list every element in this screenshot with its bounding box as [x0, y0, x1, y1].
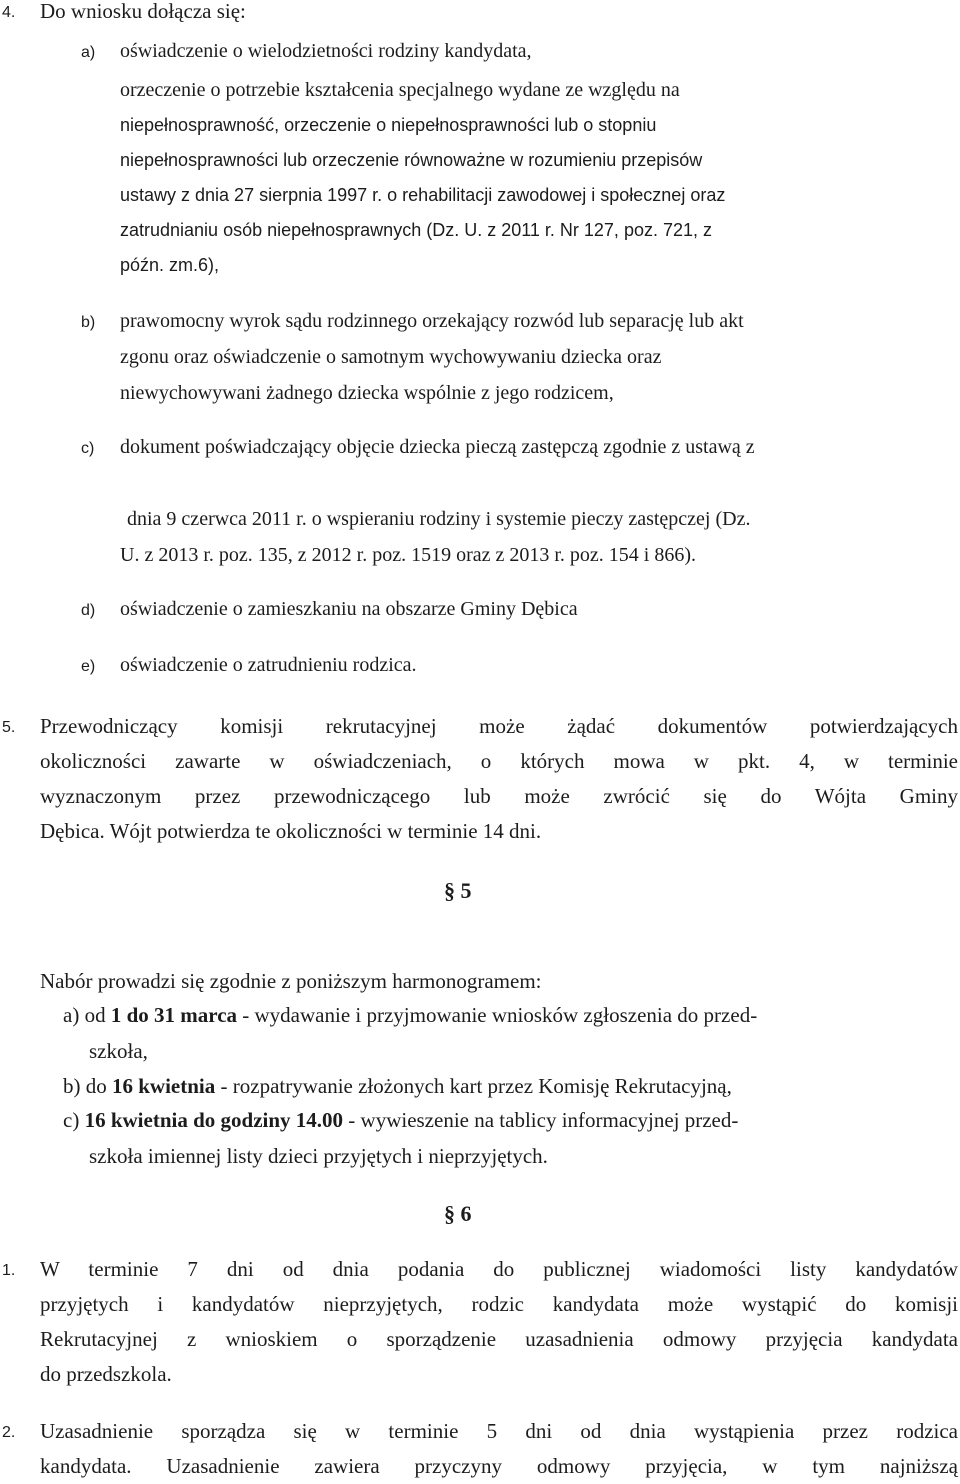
section-6-item-2-number: 2.: [2, 1424, 16, 1441]
item-5-number: 5.: [2, 719, 16, 736]
schedule-item-a-date: 1 do 31 marca: [110, 1003, 238, 1027]
section-6-item-1-line-1: W terminie 7 dni od dnia podania do publicznej wiadomości listy kandydatów: [40, 1257, 958, 1281]
item-4b-line-3: niewychowywani żadnego dziecka wspólnie z jego rodzicem,: [120, 382, 614, 404]
item-5-line-2: okoliczności zawarte w oświadczeniach, o których mowa w pkt. 4, w terminie: [40, 749, 958, 773]
section-6-item-1-line-2: przyjętych i kandydatów nieprzyjętych, rodzic kandydata może wystąpić do komisji: [40, 1292, 958, 1316]
item-4b-line-1: prawomocny wyrok sądu rodzinnego orzekający rozwód lub separację lub akt: [120, 310, 744, 332]
item-4c-line-2: dnia 9 czerwca 2011 r. o wspieraniu rodziny i systemie pieczy zastępczej (Dz.: [127, 508, 751, 530]
section-6-item-1-line-4: do przedszkola.: [40, 1362, 172, 1386]
item-4a-line-4: niepełnosprawności lub orzeczenie równoważne w rozumieniu przepisów: [120, 150, 703, 170]
schedule-item-b-date: 16 kwietnia: [112, 1074, 216, 1098]
schedule-item-a-prefix: a) od: [63, 1003, 111, 1027]
item-5-line-3: wyznaczonym przez przewodniczącego lub może zwrócić się do Wójta Gminy: [40, 784, 958, 808]
schedule-item-b-prefix: b) do: [63, 1074, 112, 1098]
item-4b-line-2: zgonu oraz oświadczenie o samotnym wychowywaniu dziecka oraz: [120, 346, 662, 368]
section-5-intro: Nabór prowadzi się zgodnie z poniższym harmonogramem:: [40, 969, 542, 993]
schedule-item-a-continuation: szkoła,: [89, 1039, 148, 1063]
item-4a-line-5: ustawy z dnia 27 sierpnia 1997 r. o rehabilitacji zawodowej i społecznej oraz: [120, 185, 726, 205]
item-5-line-1: Przewodniczący komisji rekrutacyjnej może żądać dokumentów potwierdzających: [40, 714, 958, 738]
item-4d-text: oświadczenie o zamieszkaniu na obszarze Gminy Dębica: [120, 598, 578, 620]
item-4a-marker: a): [81, 44, 96, 61]
schedule-item-c-text: - wywieszenie na tablicy informacyjnej przed-: [343, 1108, 739, 1132]
schedule-item-c: [63, 1110, 738, 1131]
section-6-heading: § 6: [444, 1201, 472, 1226]
item-4c-line-1: dokument poświadczający objęcie dziecka pieczą zastępczą zgodnie z ustawą z: [120, 436, 755, 458]
item-4a-line-7: późn. zm.6),: [120, 255, 220, 275]
item-4a-line-1: oświadczenie o wielodzietności rodziny kandydata,: [120, 40, 532, 62]
item-4c-marker: c): [81, 440, 95, 457]
item-4e-text: oświadczenie o zatrudnieniu rodzica.: [120, 654, 417, 676]
item-4a-line-3: niepełnosprawność, orzeczenie o niepełnosprawności lub o stopniu: [120, 115, 657, 135]
section-6-item-1-line-3: Rekrutacyjnej z wnioskiem o sporządzenie uzasadnienia odmowy przyjęcia kandydata: [40, 1327, 958, 1351]
schedule-item-a-text: - wydawanie i przyjmowanie wniosków zgłoszenia do przed-: [237, 1003, 758, 1027]
schedule-item-c-date: 16 kwietnia do godziny 14.00: [84, 1108, 344, 1132]
schedule-item-c-continuation: szkoła imiennej listy dzieci przyjętych i nieprzyjętych.: [89, 1144, 548, 1168]
item-4c-line-3: U. z 2013 r. poz. 135, z 2012 r. poz. 1519 oraz z 2013 r. poz. 154 i 866).: [120, 544, 697, 566]
item-4e-marker: e): [81, 658, 96, 675]
item-4-intro: Do wniosku dołącza się:: [40, 0, 246, 23]
item-5-line-4: Dębica. Wójt potwierdza te okoliczności w terminie 14 dni.: [40, 819, 542, 843]
section-5-heading: § 5: [444, 878, 472, 903]
schedule-item-b-text: - rozpatrywanie złożonych kart przez Komisję Rekrutacyjną,: [215, 1074, 732, 1098]
schedule-item-c-prefix: c): [63, 1108, 85, 1132]
section-6-item-2-line-1: Uzasadnienie sporządza się w terminie 5 dni od dnia wystąpienia przez rodzica: [40, 1419, 958, 1443]
item-4-number: 4.: [2, 4, 16, 21]
item-4b-marker: b): [81, 314, 96, 331]
schedule-item-b: [63, 1076, 732, 1097]
schedule-item-a: [63, 1005, 757, 1026]
item-4a-line-2: orzeczenie o potrzebie kształcenia specjalnego wydane ze względu na: [120, 79, 680, 101]
item-4a-line-6: zatrudnianiu osób niepełnosprawnych (Dz. U. z 2011 r. Nr 127, poz. 721, z: [120, 220, 712, 240]
item-4d-marker: d): [81, 602, 96, 619]
section-6-item-2-line-2: kandydata. Uzasadnienie zawiera przyczyny odmowy przyjęcia, w tym najniższą: [40, 1454, 958, 1478]
section-6-item-1-number: 1.: [2, 1262, 16, 1279]
